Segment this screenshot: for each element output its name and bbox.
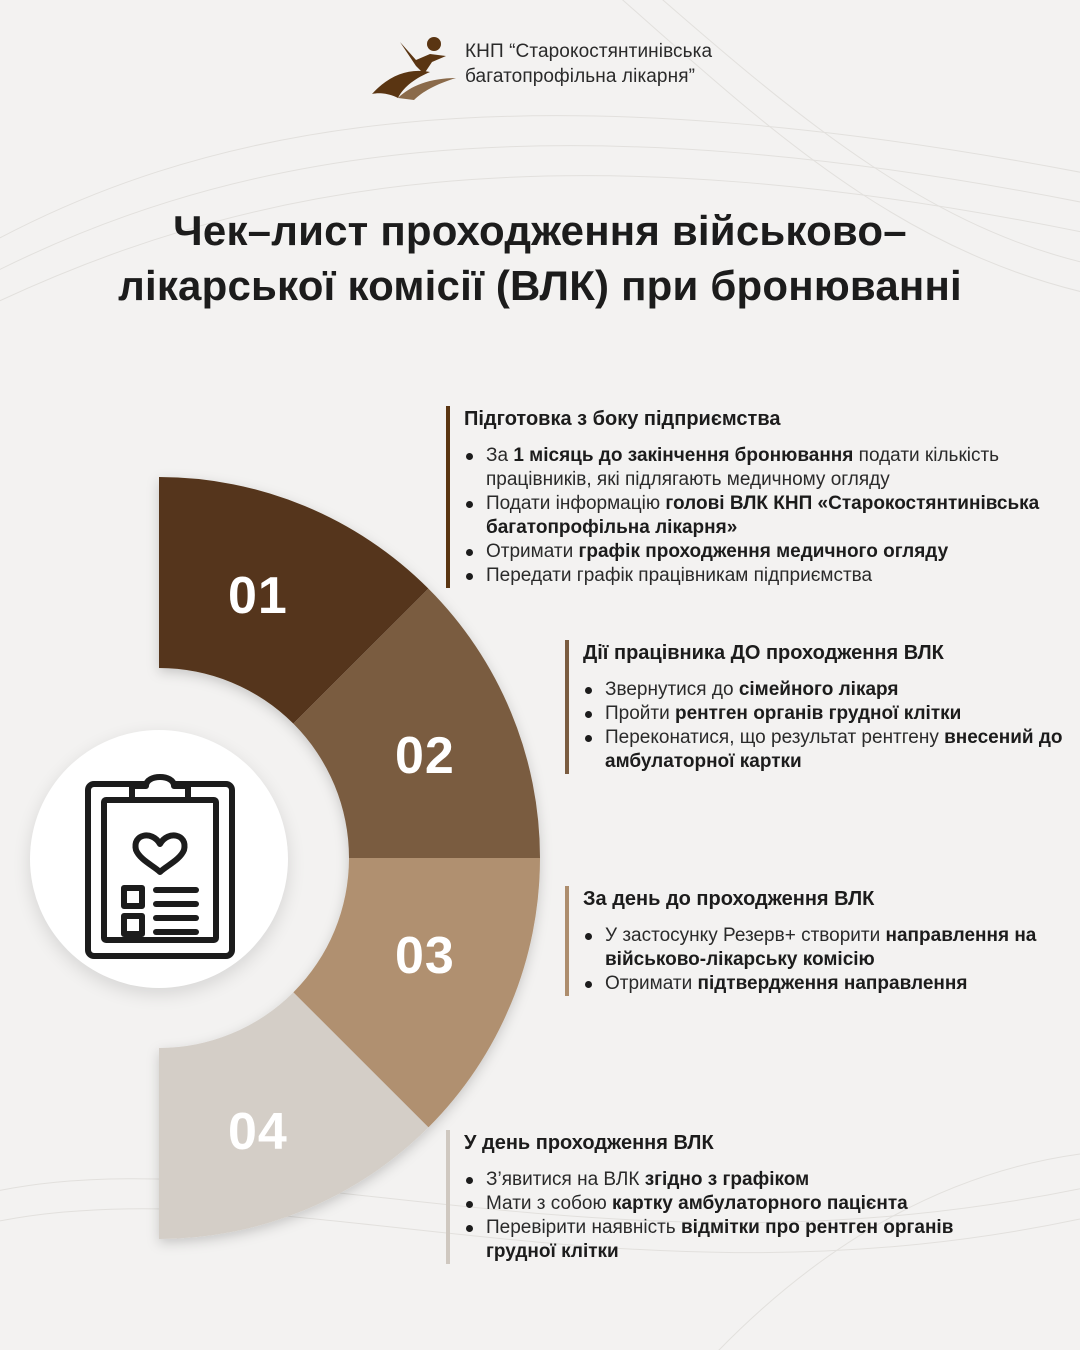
step-heading-2: Дії працівника ДО проходження ВЛК <box>583 642 944 664</box>
step-number-1: 01 <box>228 567 288 625</box>
org-name-line1: КНП “Старокостянтинівська <box>465 41 713 62</box>
step-number-2: 02 <box>395 727 455 785</box>
step-section-1 <box>446 406 1080 588</box>
checklist-item: Передати графік працівникам підприємства <box>464 564 1080 588</box>
page-title <box>40 203 1040 313</box>
step-heading-3: За день до проходження ВЛК <box>583 888 875 910</box>
step-list-4 <box>464 1168 1024 1264</box>
center-icon-circle <box>30 730 288 988</box>
step-list-2 <box>583 678 1063 774</box>
step-list-1 <box>464 444 1080 588</box>
org-name-line2: багатопрофільна лікарня” <box>465 66 696 87</box>
checklist-item: Пройти рентген органів грудної клітки <box>583 702 1063 726</box>
step-heading-4: У день проходження ВЛК <box>464 1132 714 1154</box>
checklist-item: Перевірити наявність відмітки про рентген органів грудної клітки <box>464 1216 1024 1264</box>
checklist-item: Мати з собою картку амбулаторного пацієнта <box>464 1192 1024 1216</box>
checklist-item: З’явитися на ВЛК згідно з графіком <box>464 1168 1024 1192</box>
step-number-4: 04 <box>228 1103 288 1161</box>
step-section-2 <box>565 640 1063 774</box>
step-heading-1: Підготовка з боку підприємства <box>464 408 781 430</box>
step-list-3 <box>583 924 1073 996</box>
hospital-logo-icon <box>370 34 460 102</box>
step-number-3: 03 <box>395 927 455 985</box>
checklist-item: Отримати графік проходження медичного огляду <box>464 540 1080 564</box>
checklist-item: Подати інформацію голові ВЛК КНП «Старокостянтинівська багатопрофільна лікарня» <box>464 492 1080 540</box>
checklist-item: Отримати підтвердження направлення <box>583 972 1073 996</box>
title-line2: лікарської комісії (ВЛК) при бронюванні <box>118 262 962 309</box>
checklist-item: У застосунку Резерв+ створити направлення на військово-лікарську комісію <box>583 924 1073 972</box>
checklist-item: Звернутися до сімейного лікаря <box>583 678 1063 702</box>
checklist-item: Переконатися, що результат рентгену внесений до амбулаторної картки <box>583 726 1063 774</box>
step-section-3 <box>565 886 1073 996</box>
title-line1: Чек–лист проходження військово– <box>173 207 907 254</box>
organization-name <box>465 39 825 89</box>
step-section-4 <box>446 1130 1024 1264</box>
clipboard-heart-icon <box>70 756 250 966</box>
checklist-item: За 1 місяць до закінчення бронювання подати кількість працівників, які підлягають медичному огляду <box>464 444 1080 492</box>
